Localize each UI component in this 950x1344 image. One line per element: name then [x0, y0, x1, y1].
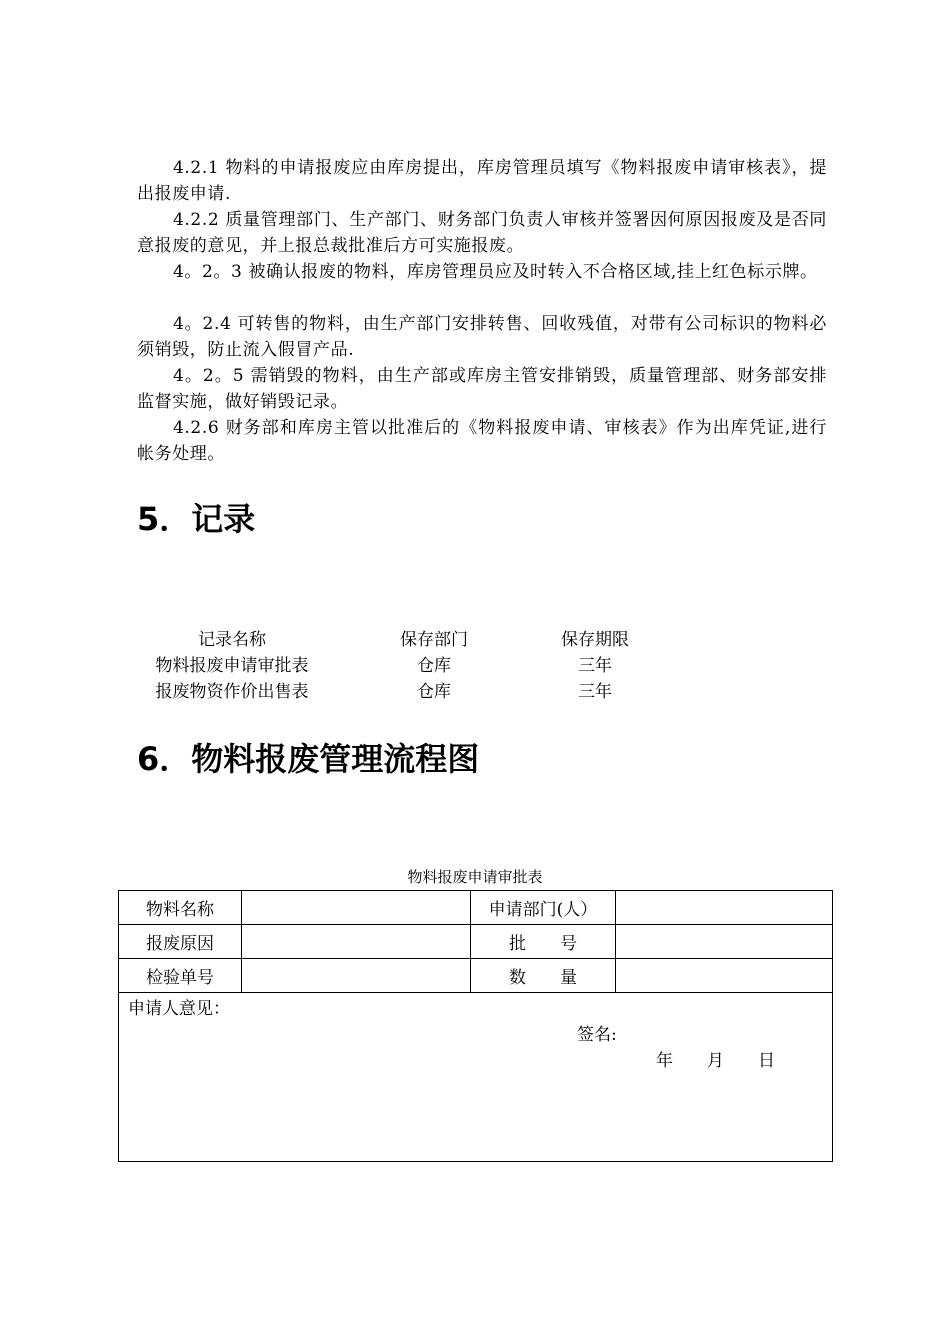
signature-label: 签名: — [577, 1025, 617, 1045]
label-applicant-department: 申请部门(人） — [471, 891, 616, 925]
records-header-period: 保存期限 — [561, 630, 629, 650]
records-row-2-period: 三年 — [578, 682, 612, 702]
paragraph-4-2-2: 4.2.2 质量管理部门、生产部门、财务部门负责人审核并签署因何原因报废及是否同意报废的意见，并上报总裁批准后方可实施报废。 — [137, 210, 827, 256]
form-row-scrap-reason — [119, 925, 833, 959]
paragraph-4-2-1: 4.2.1 物料的申请报废应由库房提出，库房管理员填写《物料报废申请审核表》，提出报废申请. — [137, 158, 827, 204]
applicant-department-field[interactable] — [616, 891, 833, 925]
paragraph-4-2-4: 4。2.4 可转售的物料，由生产部门安排转售、回收残值，对带有公司标识的物料必须销毁，防止流入假冒产品. — [137, 314, 827, 360]
records-header-name: 记录名称 — [198, 630, 266, 650]
form-row-material-name — [119, 891, 833, 925]
material-name-field[interactable] — [242, 891, 471, 925]
applicant-opinion-label: 申请人意见： — [128, 999, 230, 1019]
label-batch-number: 批 号 — [471, 925, 616, 959]
form-title: 物料报废申请审批表 — [407, 868, 543, 886]
applicant-opinion-field[interactable] — [119, 993, 833, 1162]
label-inspection-number: 检验单号 — [119, 959, 242, 993]
paragraph-4-2-6: 4.2.6 财务部和库房主管以批准后的《物料报废申请、审核表》作为出库凭证,进行帐务处理。 — [137, 418, 827, 464]
label-material-name: 物料名称 — [119, 891, 242, 925]
scrap-reason-field[interactable] — [242, 925, 471, 959]
form-row-applicant-opinion — [119, 993, 833, 1162]
form-row-inspection-number — [119, 959, 833, 993]
label-quantity: 数 量 — [471, 959, 616, 993]
section-6-heading: 6．物料报废管理流程图 — [137, 740, 480, 778]
records-header-department: 保存部门 — [400, 630, 468, 650]
records-row-1-name: 物料报废申请审批表 — [155, 656, 309, 676]
records-row-2-name: 报废物资作价出售表 — [155, 682, 309, 702]
records-row-2-department: 仓库 — [417, 682, 451, 702]
paragraph-4-2-3: 4。2。3 被确认报废的物料，库房管理员应及时转入不合格区域,挂上红色标示牌。 — [173, 262, 818, 282]
records-row-1-period: 三年 — [578, 656, 612, 676]
inspection-number-field[interactable] — [242, 959, 471, 993]
date-label: 年 月 日 — [656, 1051, 775, 1071]
label-scrap-reason: 报废原因 — [119, 925, 242, 959]
records-row-1-department: 仓库 — [417, 656, 451, 676]
section-5-heading: 5．记录 — [137, 500, 256, 538]
batch-number-field[interactable] — [616, 925, 833, 959]
quantity-field[interactable] — [616, 959, 833, 993]
paragraph-4-2-5: 4。2。5 需销毁的物料，由生产部或库房主管安排销毁，质量管理部、财务部安排监督实施，做好销毁记录。 — [137, 366, 827, 412]
scrap-application-form — [118, 890, 833, 1162]
